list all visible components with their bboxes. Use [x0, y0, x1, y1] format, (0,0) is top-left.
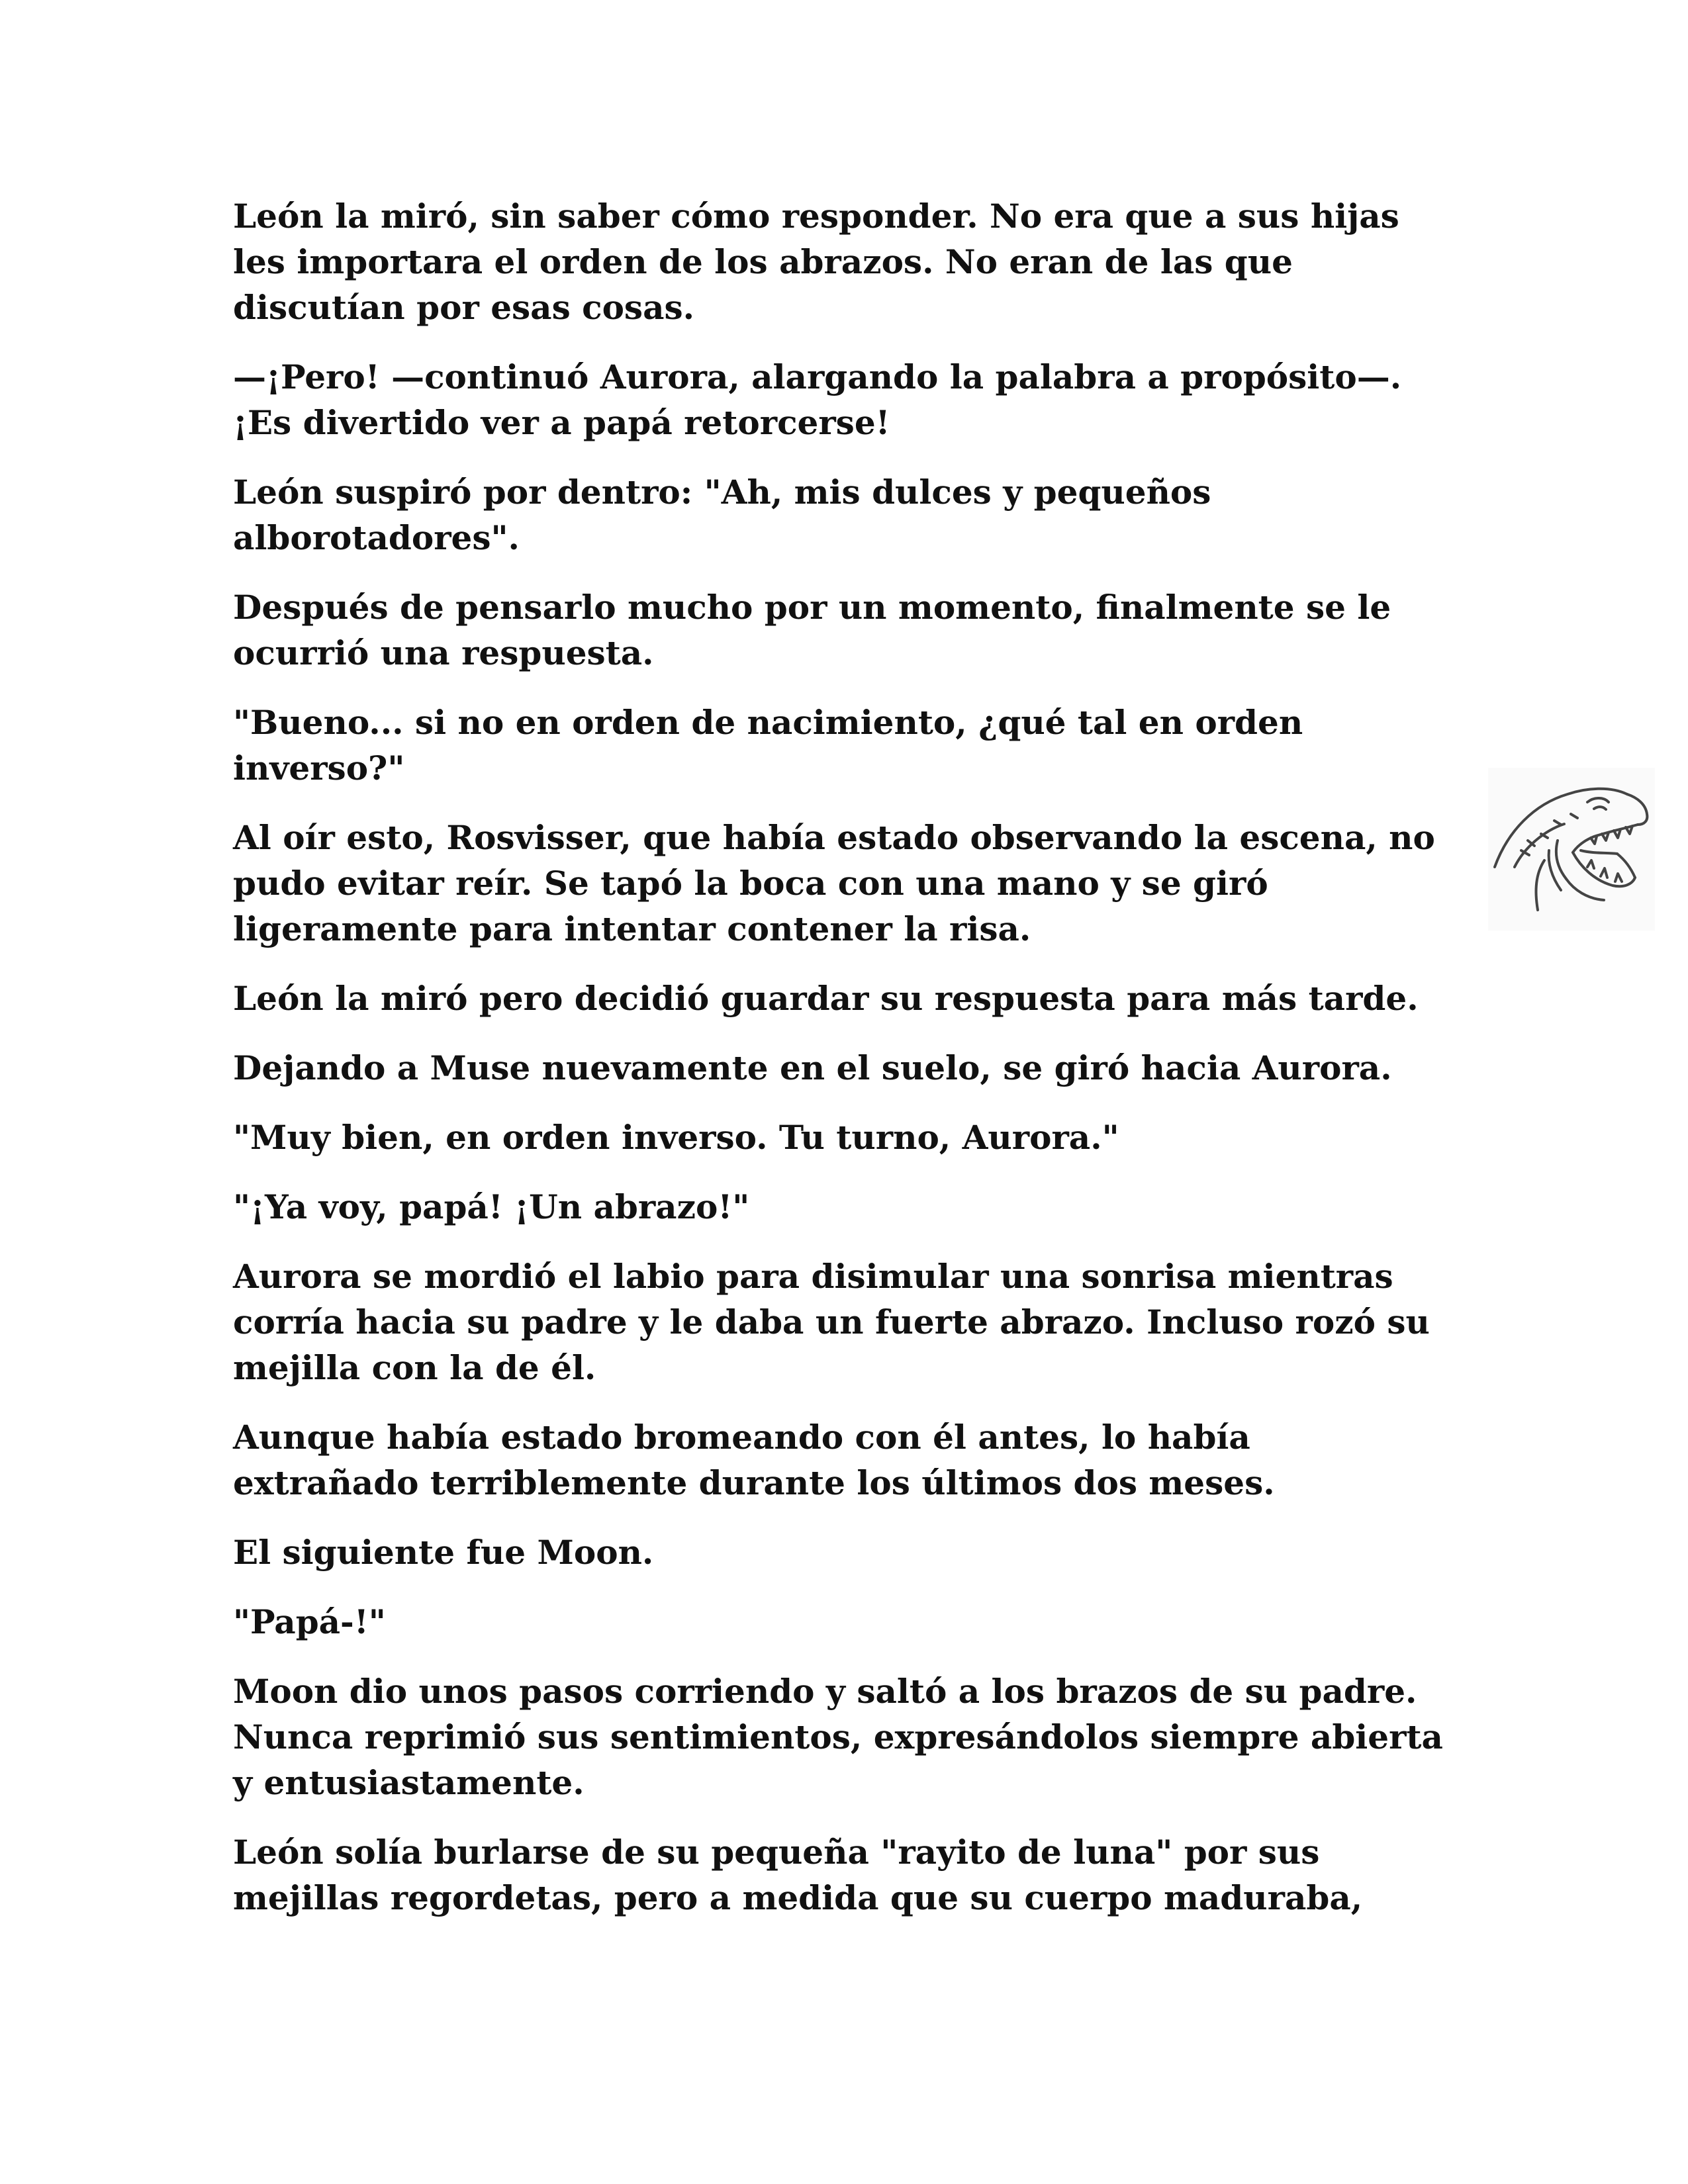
body-text	[233, 193, 1444, 1944]
paragraph: León la miró pero decidió guardar su respuesta para más tarde.	[233, 979, 1419, 1018]
paragraph: "Muy bien, en orden inverso. Tu turno, Aurora."	[233, 1118, 1119, 1157]
paragraph: —¡Pero! —continuó Aurora, alargando la palabra a propósito—. ¡Es divertido ver a papá retorcerse!	[233, 357, 1402, 442]
paragraph: Después de pensarlo mucho por un momento, finalmente se le ocurrió una respuesta.	[233, 588, 1391, 672]
paragraph: "¡Ya voy, papá! ¡Un abrazo!"	[233, 1187, 750, 1226]
paragraph: Moon dio unos pasos corriendo y saltó a los brazos de su padre. Nunca reprimió sus sentimientos, expresándolos siempre abierta y entusiastamente.	[233, 1672, 1443, 1802]
paragraph: "Papá-!"	[233, 1602, 386, 1641]
paragraph: Aunque había estado bromeando con él antes, lo había extrañado terriblemente durante los últimos dos meses.	[233, 1418, 1275, 1502]
paragraph: León solía burlarse de su pequeña "rayito de luna" por sus mejillas regordetas, pero a medida que su cuerpo maduraba,	[233, 1833, 1363, 1917]
paragraph: León la miró, sin saber cómo responder. No era que a sus hijas les importara el orden de los abrazos. No eran de las que discutían por esas cosas.	[233, 197, 1399, 327]
paragraph: Aurora se mordió el labio para disimular una sonrisa mientras corría hacia su padre y le daba un fuerte abrazo. Incluso rozó su mejilla con la de él.	[233, 1257, 1430, 1387]
paragraph: León suspiró por dentro: "Ah, mis dulces y pequeños alborotadores".	[233, 473, 1211, 557]
paragraph: El siguiente fue Moon.	[233, 1533, 654, 1572]
dinosaur-head-icon	[1488, 768, 1655, 931]
paragraph: Dejando a Muse nuevamente en el suelo, se giró hacia Aurora.	[233, 1048, 1392, 1087]
paragraph: Al oír esto, Rosvisser, que había estado observando la escena, no pudo evitar reír. Se tapó la boca con una mano y se giró ligeramente para intentar contener la risa.	[233, 818, 1435, 948]
paragraph: "Bueno... si no en orden de nacimiento, ¿qué tal en orden inverso?"	[233, 703, 1303, 788]
